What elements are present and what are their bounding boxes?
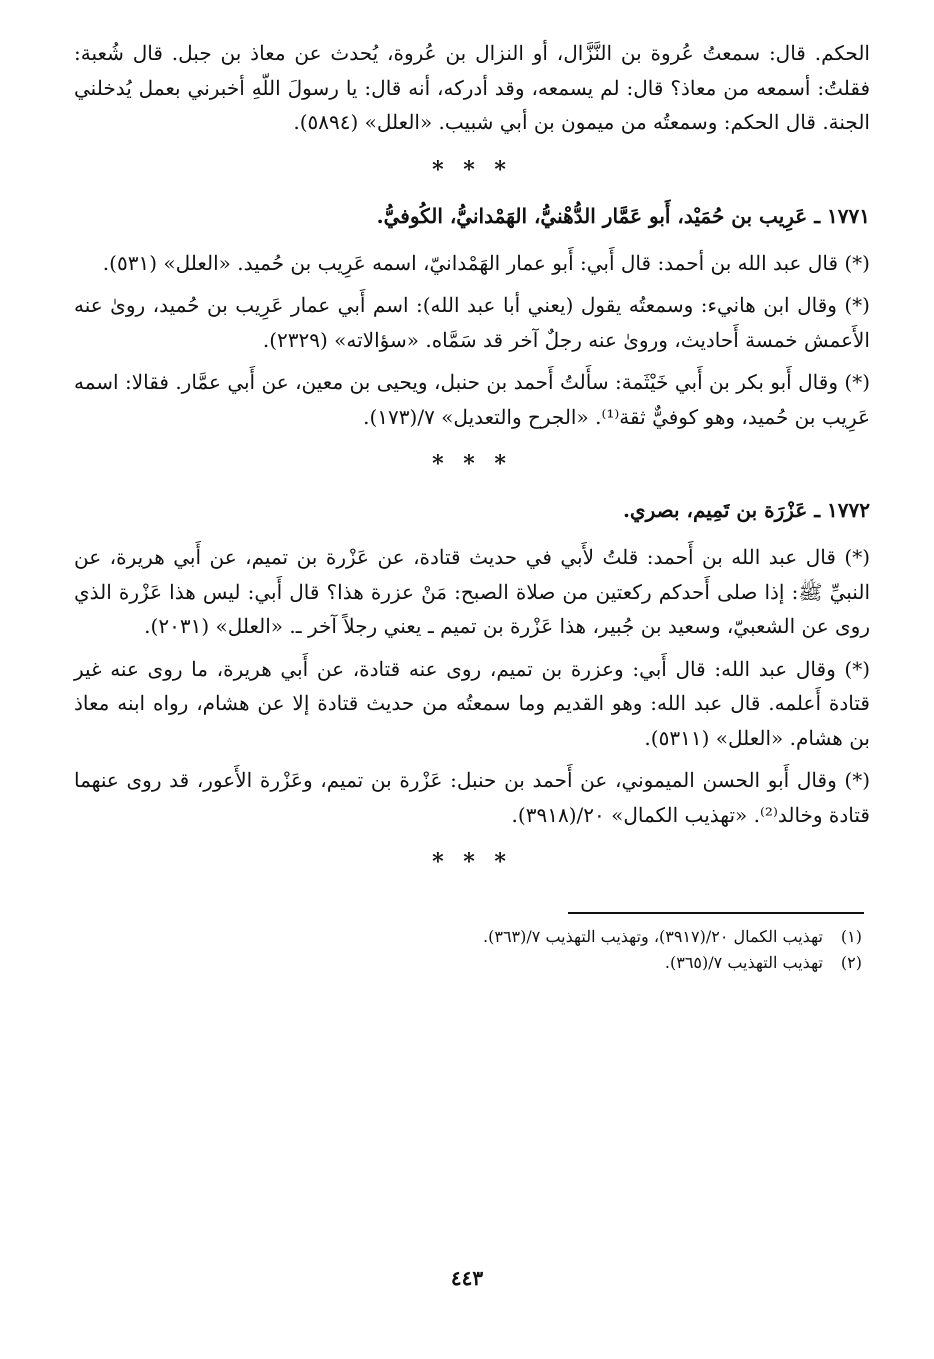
entry-heading-1771: ١٧٧١ ـ عَرِيب بن حُمَيْد، أَبو عَمَّار الدُّهْنيُّ، الهَمْدانيُّ، الكُوفيُّ. (376, 203, 870, 228)
section-separator: * * * (432, 849, 512, 875)
entry-1772-paragraph-3: (*) وقال أَبو الحسن الميموني، عن أَحمد بن حنبل: عَزْرة بن تميم، وعَزْرة الأَعور، قد روى عنهما قتادة وخالد⁽²⁾. «تهذيب الكمال» ٢٠/(٣٩١٨). (74, 768, 870, 827)
entry-1771-paragraph-3: (*) وقال أَبو بكر بن أَبي خَيْثَمة: سأَلتُ أَحمد بن حنبل، ويحيى بن معين، عن أَبي عمَّار. فقالا: اسمه عَرِيب بن حُميد، وهو كوفيٌّ ثقة⁽¹⁾. «الجرح والتعديل» ٧/(١٧٣). (74, 370, 870, 429)
entry-1771-paragraph-1: (*) قال عبد الله بن أحمد: قال أَبي: أَبو عمار الهَمْدانيّ، اسمه عَرِيب بن حُميد. «العلل» (٥٣١). (102, 250, 870, 275)
continuation-paragraph: الحكم. قال: سمعتُ عُروة بن النَّزَّال، أو النزال بن عُروة، يُحدث عن معاذ بن جبل. قال شُعبة: فقلتُ: أسمعه من معاذ؟ قال: لم يسمعه، وقد أدركه، أنه قال: يا رسولَ اللّهِ أخبرني بعمل يُدخلني الجنة. قال الحكم: وسمعتُه من ميمون بن أبي شبيب. «العلل» (٥٨٩٤). (74, 41, 870, 134)
page-number: ٤٤٣ (450, 1266, 484, 1290)
footnote-2-text: تهذيب التهذيب ٧/(٣٦٥). (664, 953, 823, 972)
section-separator: * * * (432, 156, 512, 183)
footnote-1-number: (١) (840, 927, 862, 946)
entry-1772-paragraph-1: (*) قال عبد الله بن أَحمد: قلتُ لأَبي في حديث قتادة، عن عَزْرة بن تميم، عن أَبي هريرة، عن النبيِّ ﷺ: إذا صلى أَحدكم ركعتين من صلاة الصبح: مَنْ عزرة هذا؟ قال أَبي: ليس هذا عَزْرة الذي روى عن الشعبيّ، وسعيد بن جُبير، هذا عَزْرة بن تميم ـ يعني رجلاً آخر ـ. «العلل» (٢٠٣١). (74, 545, 870, 638)
footnote-divider (568, 912, 864, 914)
entry-1771-paragraph-2: (*) وقال ابن هانيء: وسمعتُه يقول (يعني أبا عبد الله): اسم أَبي عمار عَرِيب بن حُميد، روىٰ عنه الأَعمش خمسة أَحاديث، وروىٰ عنه رجلٌ آخر قد سَمَّاه. «سؤالاته» (٢٣٢٩). (74, 293, 870, 352)
footnote-1-text: تهذيب الكمال ٢٠/(٣٩١٧)، وتهذيب التهذيب ٧/(٣٦٣). (483, 927, 823, 946)
entry-heading-1772: ١٧٧٢ ـ عَزْرَة بن تَمِيم، بصري. (622, 498, 870, 522)
section-separator: * * * (432, 451, 512, 477)
footnote-2-number: (٢) (840, 953, 862, 972)
footnote-1 (74, 924, 870, 950)
entry-1772-paragraph-2: (*) وقال عبد الله: قال أَبي: وعزرة بن تميم، روى عنه قتادة، عن أَبي هريرة، ما روى عنه غير قتادة أَعلمه. قال عبد الله: وهو القديم وما سمعتُه من حديث قتادة إلا عن هشام، رواه ابنه معاذ بن هشام. «العلل» (٥٣١١). (74, 656, 870, 750)
footnote-2 (74, 950, 870, 976)
